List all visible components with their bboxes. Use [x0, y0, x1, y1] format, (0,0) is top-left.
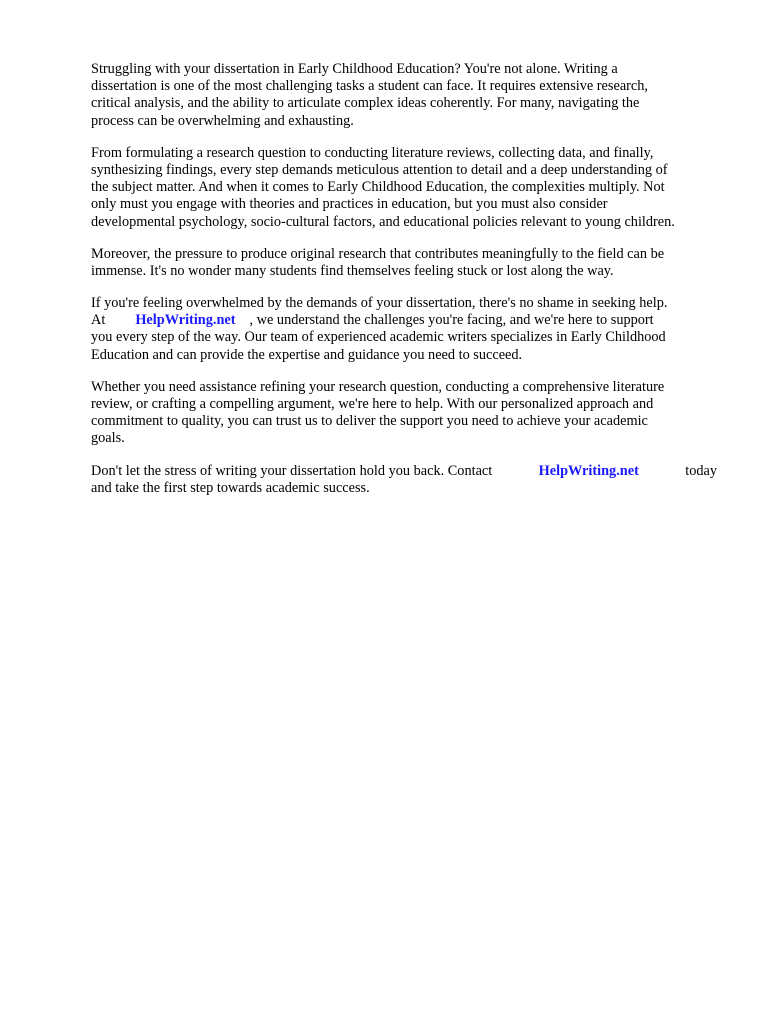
text-fragment: today	[685, 462, 717, 479]
text-line-with-link	[91, 463, 717, 480]
text-line-with-link	[91, 312, 731, 329]
text-line: developmental psychology, socio-cultural factors, and educational policies relevant to young children.	[91, 213, 675, 230]
text-line: only must you engage with theories and practices in education, but you must also consider	[91, 196, 608, 213]
text-fragment: Don't let the stress of writing your dissertation hold you back. Contact	[91, 462, 493, 479]
document-page	[91, 61, 731, 512]
text-line: the subject matter. And when it comes to Early Childhood Education, the complexities multiply. Not	[91, 179, 665, 196]
text-line: and take the first step towards academic success.	[91, 479, 370, 496]
text-line: If you're feeling overwhelmed by the demands of your dissertation, there's no shame in seeking help.	[91, 295, 668, 312]
paragraph-intro	[91, 61, 731, 130]
helpwriting-link[interactable]: HelpWriting.net	[538, 462, 639, 479]
text-line: From formulating a research question to conducting literature reviews, collecting data, and finally,	[91, 144, 654, 161]
text-line: process can be overwhelming and exhausting.	[91, 112, 354, 129]
text-line: you every step of the way. Our team of experienced academic writers specializes in Early Childhood	[91, 329, 666, 346]
text-line: critical analysis, and the ability to articulate complex ideas coherently. For many, navigating the	[91, 95, 640, 112]
paragraph-contact	[91, 463, 731, 497]
helpwriting-link[interactable]: HelpWriting.net	[135, 312, 236, 329]
text-line: Education and can provide the expertise and guidance you need to succeed.	[91, 346, 523, 363]
text-line: goals.	[91, 430, 125, 447]
text-line: review, or crafting a compelling argument, we're here to help. With our personalized approach and	[91, 396, 654, 412]
text-line: immense. It's no wonder many students find themselves feeling stuck or lost along the way.	[91, 262, 614, 279]
text-fragment: At	[91, 312, 106, 329]
text-line: Struggling with your dissertation in Early Childhood Education? You're not alone. Writing a	[91, 61, 618, 77]
text-line: commitment to quality, you can trust us to deliver the support you need to achieve your academic	[91, 413, 648, 430]
paragraph-pressure	[91, 246, 731, 280]
paragraph-process	[91, 145, 731, 231]
text-line: Whether you need assistance refining your research question, conducting a comprehensive literature	[91, 378, 665, 395]
text-fragment: , we understand the challenges you're facing, and we're here to support	[249, 312, 654, 329]
paragraph-help	[91, 295, 731, 364]
text-line: synthesizing findings, every step demands meticulous attention to detail and a deep understanding of	[91, 161, 668, 178]
text-line: Moreover, the pressure to produce original research that contributes meaningfully to the field can be	[91, 245, 665, 262]
paragraph-assistance	[91, 379, 731, 448]
text-line: dissertation is one of the most challenging tasks a student can face. It requires extensive research,	[91, 78, 648, 95]
